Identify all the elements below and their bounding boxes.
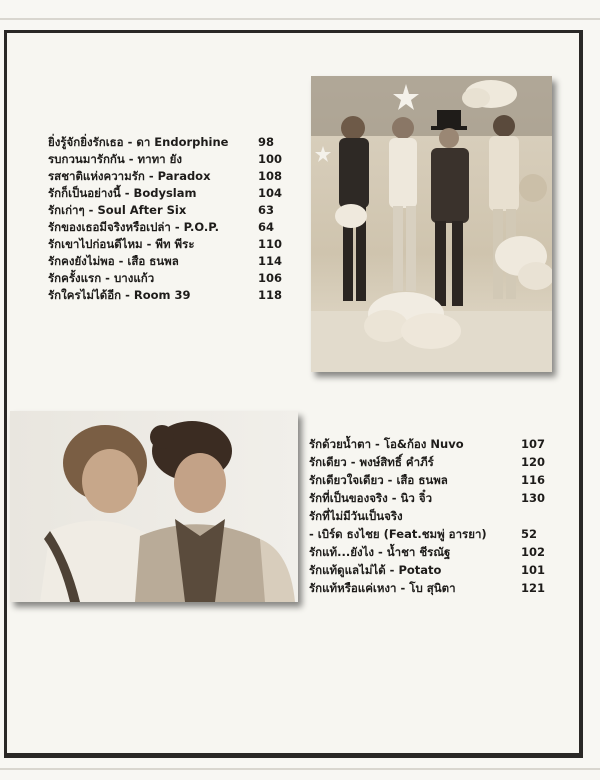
page-number: 98 [258,135,275,149]
list-item [309,454,545,471]
list-item [48,219,283,236]
song-title: รักที่เป็นของจริง - นิว จิ๋ว [309,491,433,505]
list-item [309,436,545,453]
song-title: รักแท้ดูแลไม่ได้ - Potato [309,563,442,577]
list-item [309,472,545,489]
page-number: 118 [258,288,283,302]
list-item [309,580,545,597]
list-item [48,202,283,219]
page-number: 104 [258,186,283,200]
song-title: - เบิร์ด ธงไชย (Feat.ชมพู่ อารยา) [309,527,487,541]
song-title: รักก็เป็นอย่างนี้ - Bodyslam [48,186,197,200]
page-number: 64 [258,220,275,234]
list-item [309,508,545,525]
list-item [48,185,283,202]
page-number: 121 [521,581,546,595]
list-item [48,134,283,151]
list-item [48,168,283,185]
page-number: 120 [521,455,546,469]
duo-photo-illustration [10,411,298,602]
page-number: 114 [258,254,283,268]
song-title: รักแท้หรือแค่เหงา - โบ สุนิตา [309,581,456,595]
band-photo-illustration [311,76,552,372]
song-title: รสชาติแห่งความรัก - Paradox [48,169,211,183]
page-number: 102 [521,545,546,559]
page-number: 63 [258,203,275,217]
song-title: รบกวนมารักกัน - ทาทา ยัง [48,152,182,166]
song-title: รักที่ไม่มีวันเป็นจริง [309,509,403,523]
song-title: รักด้วยน้ำตา - โอ&ก้อง Nuvo [309,437,464,451]
page-number: 100 [258,152,283,166]
song-title: รักแท้...ยังไง - น้ำชา ชีรณัฐ [309,545,451,559]
page-number: 107 [521,437,546,451]
scan-edge-bottom [0,768,600,770]
list-item [48,253,283,270]
page-number: 101 [521,563,546,577]
list-item [309,526,545,543]
list-item [48,151,283,168]
song-title: ยิ่งรู้จักยิ่งรักเธอ - ดา Endorphine [48,135,229,149]
list-item [48,287,283,304]
page-number: 110 [258,237,283,251]
song-title: รักเดียว - พงษ์สิทธิ์ คำภีร์ [309,455,434,469]
page-number: 130 [521,491,546,505]
duo-photo [10,411,298,602]
list-item [48,270,283,287]
list-item [48,236,283,253]
page-number: 52 [521,527,538,541]
list-item [309,562,545,579]
song-title: รักคงยังไม่พอ - เสือ ธนพล [48,254,179,268]
song-title: รักครั้งแรก - บางแก้ว [48,271,155,285]
song-title: รักของเธอมีจริงหรือเปล่า - P.O.P. [48,220,219,234]
page-number: 116 [521,473,546,487]
band-photo [311,76,552,372]
song-title: รักเขาไปก่อนดีไหม - พีท พีระ [48,237,195,251]
page-number: 108 [258,169,283,183]
page-number: 106 [258,271,283,285]
song-title: รักเก่าๆ - Soul After Six [48,203,187,217]
song-title: รักใครไม่ได้อีก - Room 39 [48,288,191,302]
list-item [309,490,545,507]
scan-edge-top [0,18,600,20]
song-title: รักเดียวใจเดียว - เสือ ธนพล [309,473,448,487]
list-item [309,544,545,561]
